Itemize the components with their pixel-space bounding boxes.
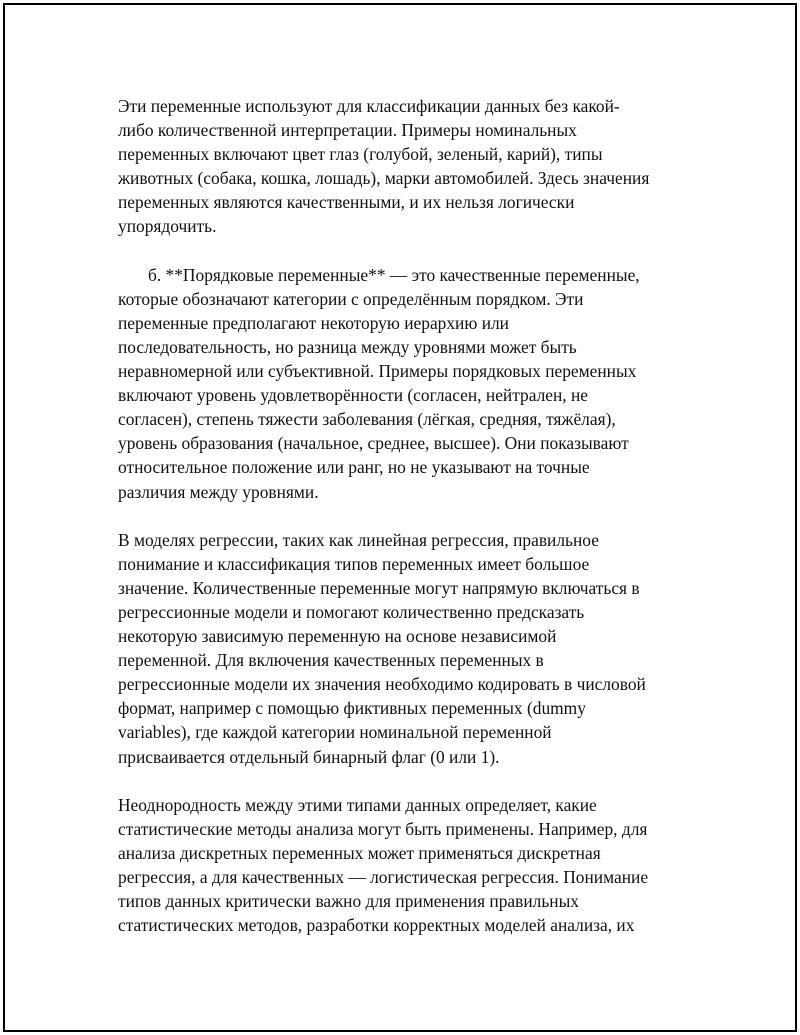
text-line: статистические методы анализа могут быть применены. Например, для <box>118 818 648 839</box>
text-line: типов данных критически важно для применения правильных <box>118 891 579 912</box>
text-line: регрессионные модели их значения необходимо кодировать в числовой <box>118 674 646 695</box>
paragraph-ordinal-variables <box>118 263 698 504</box>
text-line: относительное положение или ранг, но не указывают на точные <box>118 457 590 478</box>
text-line: статистических методов, разработки корректных моделей анализа, их <box>118 915 635 936</box>
text-line: регрессия, а для качественных — логистическая регрессия. Понимание <box>118 867 649 887</box>
text-line: некоторую зависимую переменную на основе независимой <box>118 626 557 647</box>
paragraph-nominal-variables <box>118 94 698 239</box>
text-line: variables), где каждой категории номинальной переменной <box>118 722 552 743</box>
text-line: значение. Количественные переменные могут напрямую включаться в <box>118 577 640 598</box>
paragraph-regression-models <box>118 528 698 769</box>
text-line: присваивается отдельный бинарный флаг (0 или 1). <box>118 746 500 767</box>
text-line: анализа дискретных переменных может применяться дискретная <box>118 842 601 863</box>
text-line: либо количественной интерпретации. Примеры номинальных <box>118 120 577 141</box>
text-line: регрессионные модели и помогают количественно предсказать <box>118 601 585 622</box>
text-line: неравномерной или субъективной. Примеры порядковых переменных <box>118 361 637 382</box>
text-line: переменные предполагают некоторую иерархию или <box>118 312 509 333</box>
text-line: переменной. Для включения качественных переменных в <box>118 650 544 671</box>
text-line: Неоднородность между этими типами данных определяет, какие <box>118 794 597 815</box>
text-line: различия между уровнями. <box>118 481 319 502</box>
text-line: которые обозначают категории с определённым порядком. Эти <box>118 288 584 309</box>
text-line: В моделях регрессии, таких как линейная регрессия, правильное <box>118 529 599 550</box>
text-line: последовательность, но разница между уровнями может быть <box>118 336 577 357</box>
text-line: переменных включают цвет глаз (голубой, зеленый, карий), типы <box>118 144 603 165</box>
text-line: понимание и классификация типов переменных имеет большое <box>118 553 590 574</box>
paragraph-gap <box>118 504 698 528</box>
text-line: согласен), степень тяжести заболевания (лёгкая, средняя, тяжёлая), <box>118 409 616 430</box>
text-line: упорядочить. <box>118 216 217 237</box>
paragraph-gap <box>118 769 698 793</box>
paragraph-data-heterogeneity <box>118 793 698 938</box>
text-line: б. **Порядковые переменные** — это качественные переменные, <box>148 264 640 285</box>
text-line: животных (собака, кошка, лошадь), марки автомобилей. Здесь значения <box>118 168 650 189</box>
text-line: переменных являются качественными, и их нельзя логически <box>118 192 575 213</box>
text-line: Эти переменные используют для классификации данных без какой- <box>118 96 620 116</box>
text-line: уровень образования (начальное, среднее, высшее). Они показывают <box>118 433 629 454</box>
text-line: включают уровень удовлетворённости (согласен, нейтрален, не <box>118 385 589 406</box>
paragraph-gap <box>118 239 698 263</box>
text-line: формат, например с помощью фиктивных переменных (dummy <box>118 698 586 719</box>
document-body <box>118 94 698 937</box>
